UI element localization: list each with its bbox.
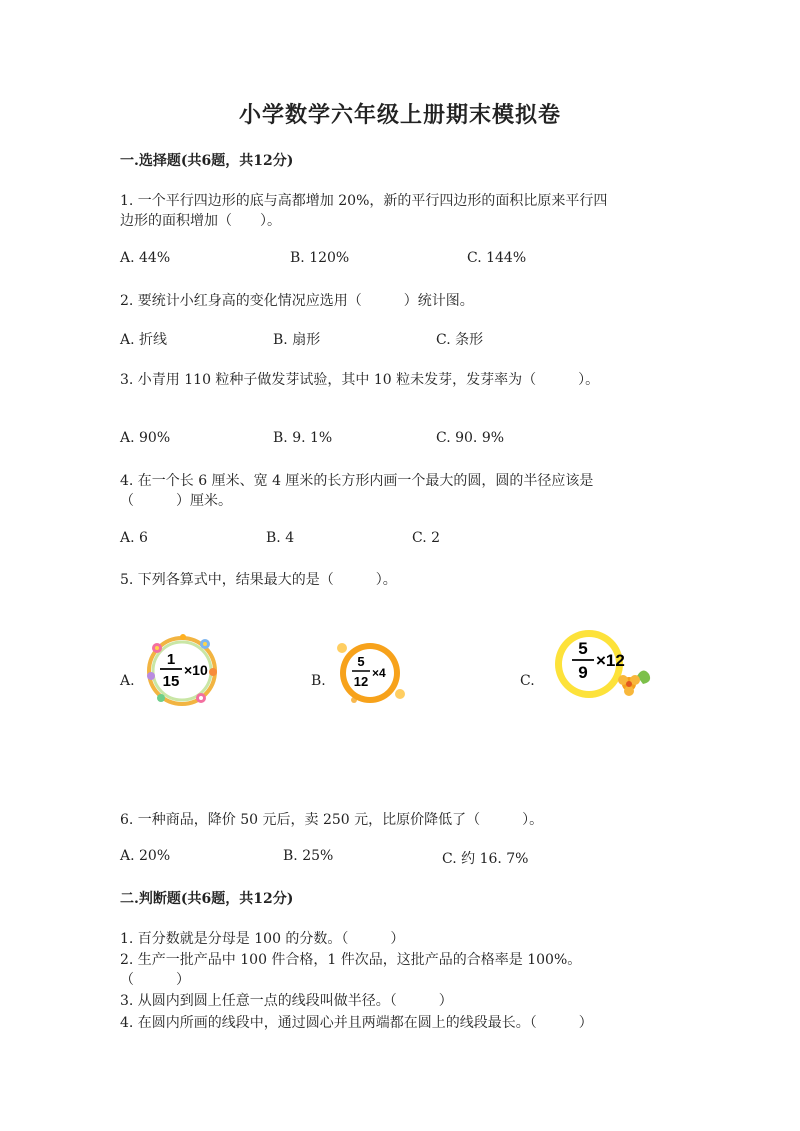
- question-1-line2: 边形的面积增加（ ）。: [120, 213, 281, 229]
- section-heading-judgment: 二.判断题(共6题，共12分): [120, 891, 294, 907]
- fraction-c-denominator: 9: [578, 663, 588, 682]
- judgment-2-line2: （ ）: [120, 972, 190, 988]
- question-2-option-b: B. 扇形: [273, 332, 321, 348]
- fraction-b-operator: ×4: [372, 666, 386, 680]
- question-4-option-a: A. 6: [120, 530, 148, 546]
- question-1-line1: 1. 一个平行四边形的底与高都增加 20%，新的平行四边形的面积比原来平行四: [120, 193, 608, 209]
- fraction-a-denominator: 15: [162, 673, 180, 690]
- question-6-option-a: A. 20%: [120, 848, 171, 864]
- question-2-text: 2. 要统计小红身高的变化情况应选用（ ）统计图。: [120, 293, 474, 309]
- question-3-option-a: A. 90%: [120, 430, 171, 446]
- question-1-option-b: B. 120%: [290, 250, 350, 266]
- question-5-option-b: B.: [311, 673, 326, 689]
- flower-wreath-badge-a: [143, 632, 221, 710]
- question-4-option-c: C. 2: [412, 530, 441, 546]
- question-5-text: 5. 下列各算式中，结果最大的是（ ）。: [120, 572, 397, 588]
- fraction-c-numerator: 5: [578, 639, 588, 658]
- question-4-option-b: B. 4: [266, 530, 295, 546]
- question-4-line1: 4. 在一个长 6 厘米、宽 4 厘米的长方形内画一个最大的圆，圆的半径应该是: [120, 473, 594, 489]
- judgment-3: 3. 从圆内到圆上任意一点的线段叫做半径。（ ）: [120, 993, 453, 1009]
- judgment-2-line1: 2. 生产一批产品中 100 件合格，1 件次品，这批产品的合格率是 100%。: [120, 952, 582, 968]
- question-3-option-b: B. 9. 1%: [273, 430, 333, 446]
- section-heading-choice: 一.选择题(共6题，共12分): [120, 153, 294, 169]
- question-6-text: 6. 一种商品，降价 50 元后，卖 250 元，比原价降低了（ ）。: [120, 812, 544, 828]
- fraction-b-denominator: 12: [353, 674, 369, 689]
- fraction-c-operator: ×12: [596, 651, 625, 670]
- question-6-option-b: B. 25%: [283, 848, 334, 864]
- question-5-option-c: C.: [520, 673, 535, 689]
- judgment-1: 1. 百分数就是分母是 100 的分数。（ ）: [120, 931, 405, 947]
- yellow-circle-badge-c: [545, 628, 655, 706]
- page-title: 小学数学六年级上册期末模拟卷: [238, 102, 561, 128]
- fraction-b-numerator: 5: [357, 654, 365, 669]
- flower-icon: [618, 670, 650, 696]
- question-1-option-c: C. 144%: [467, 250, 527, 266]
- question-5-option-a: A.: [120, 673, 135, 689]
- orange-circle-badge-b: [330, 636, 410, 710]
- question-3-option-c: C. 90. 9%: [436, 430, 505, 446]
- judgment-4: 4. 在圆内所画的线段中，通过圆心并且两端都在圆上的线段最长。（ ）: [120, 1015, 593, 1031]
- question-2-option-c: C. 条形: [436, 332, 484, 348]
- question-1-option-a: A. 44%: [120, 250, 171, 266]
- question-6-option-c: C. 约 16. 7%: [442, 851, 529, 867]
- question-3-text: 3. 小青用 110 粒种子做发芽试验，其中 10 粒未发芽，发芽率为（ ）。: [120, 372, 600, 388]
- fraction-a-numerator: 1: [166, 651, 176, 668]
- question-2-option-a: A. 折线: [120, 332, 168, 348]
- question-4-line2: （ ）厘米。: [120, 493, 232, 509]
- fraction-a-operator: ×10: [184, 662, 208, 678]
